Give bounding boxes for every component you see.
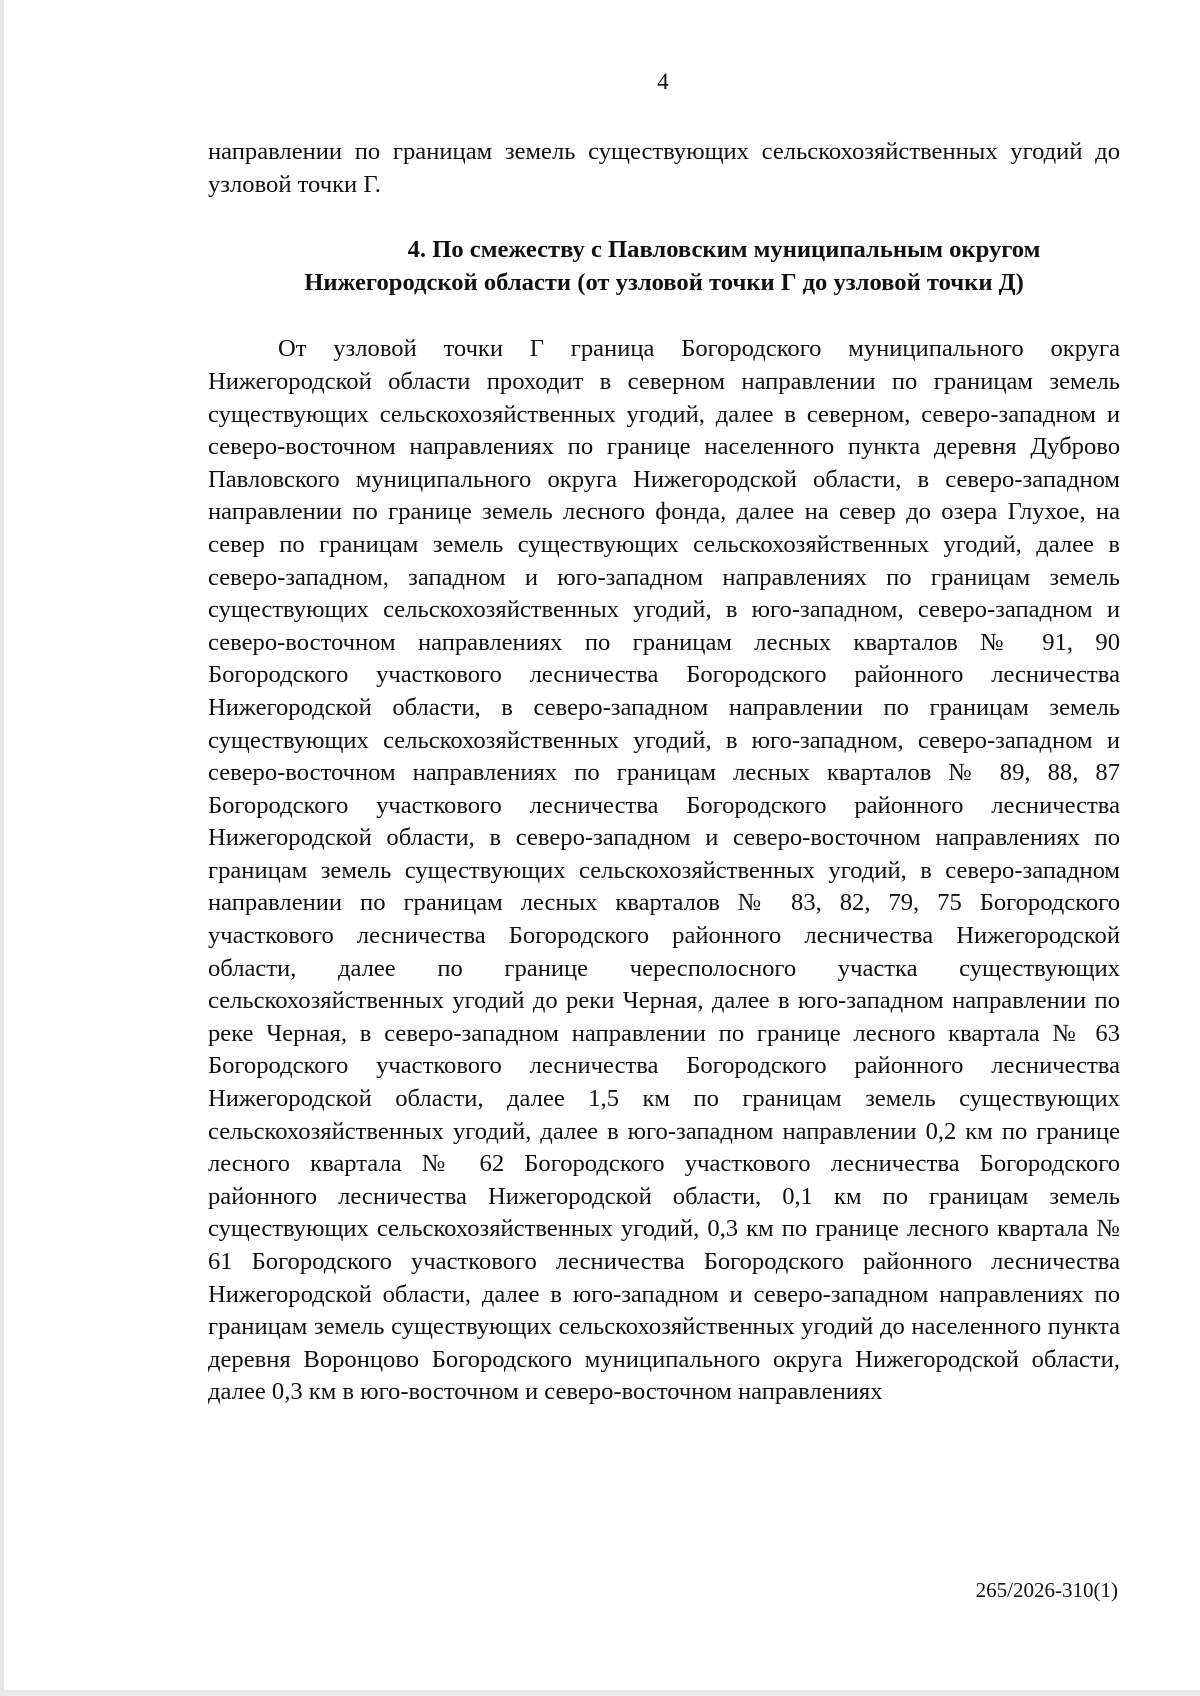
continuation-paragraph: направлении по границам земель существующих сельскохозяйственных угодий до узловой точки Г. [208,138,1120,198]
section-heading-line-2: Нижегородской области (от узловой точки Г до узловой точки Д) [304,268,1024,296]
scan-edge-bottom [0,1690,1200,1696]
page-number: 4 [657,69,669,94]
document-body [208,136,1120,1409]
document-code: 265/2026-310(1) [975,1578,1118,1602]
main-paragraph: От узловой точки Г граница Богородского муниципального округа Нижегородской области проходит в северном направлении по границам земель существующих сельскохозяйственных угодий, далее в северном, северо-западном и северо-восточном направлениях по границе населенного пункта деревня Дуброво Павловского муниципального округа Нижегородской области, в северо-западном направлении по границе земель лесного фонда, далее на север до озера Глухое, на север по границам земель существующих сельскохозяйственных угодий, далее в северо-западном, западном и юго-западном направлениях по границам земель существующих сельскохозяйственных угодий, в юго-западном, северо-западном и северо-восточном направлениях по границам лесных кварталов № 91, 90 Богородского участкового лесничества Богородского районного лесничества Нижегородской области, в северо-западном направлении по границам земель существующих сельскохозяйственных угодий, в юго-западном, северо-западном и северо-восточном направлениях по границам лесных кварталов № 89, 88, 87 Богородского участкового лесничества Богородского районного лесничества Нижегородской области, в северо-западном и северо-восточном направлениях по границам земель существующих сельскохозяйственных угодий, в северо-западном направлении по границам лесных кварталов № 83, 82, 79, 75 Богородского участкового лесничества Богородского районного лесничества Нижегородской области, далее по границе чересполосного участка существующих сельскохозяйственных угодий до реки Черная, далее в юго-западном направлении по реке Черная, в северо-западном направлении по границе лесного квартала № 63 Богородского участкового лесничества Богородского районного лесничества Нижегородской области, далее 1,5 км по границам земель существующих сельскохозяйственных угодий, далее в юго-западном направлении 0,2 км по границе лесного квартала № 62 Богородского участкового лесничества Богородского районного лесничества Нижегородской области, 0,1 км по границам земель существующих сельскохозяйственных угодий, 0,3 км по границе лесного квартала № 61 Богородского участкового лесничества Богородского районного лесничества Нижегородской области, далее в юго-западном и северо-западном направлениях по границам земель существующих сельскохозяйственных угодий до населенного пункта деревня Воронцово Богородского муниципального округа Нижегородской области, далее 0,3 км в юго-восточном и северо-восточном направлениях [208,335,1120,1406]
section-heading [208,234,1120,299]
section-heading-line-1: 4. По смежеству с Павловским муниципальным округом [407,236,1041,264]
scan-edge-left [0,0,4,1696]
